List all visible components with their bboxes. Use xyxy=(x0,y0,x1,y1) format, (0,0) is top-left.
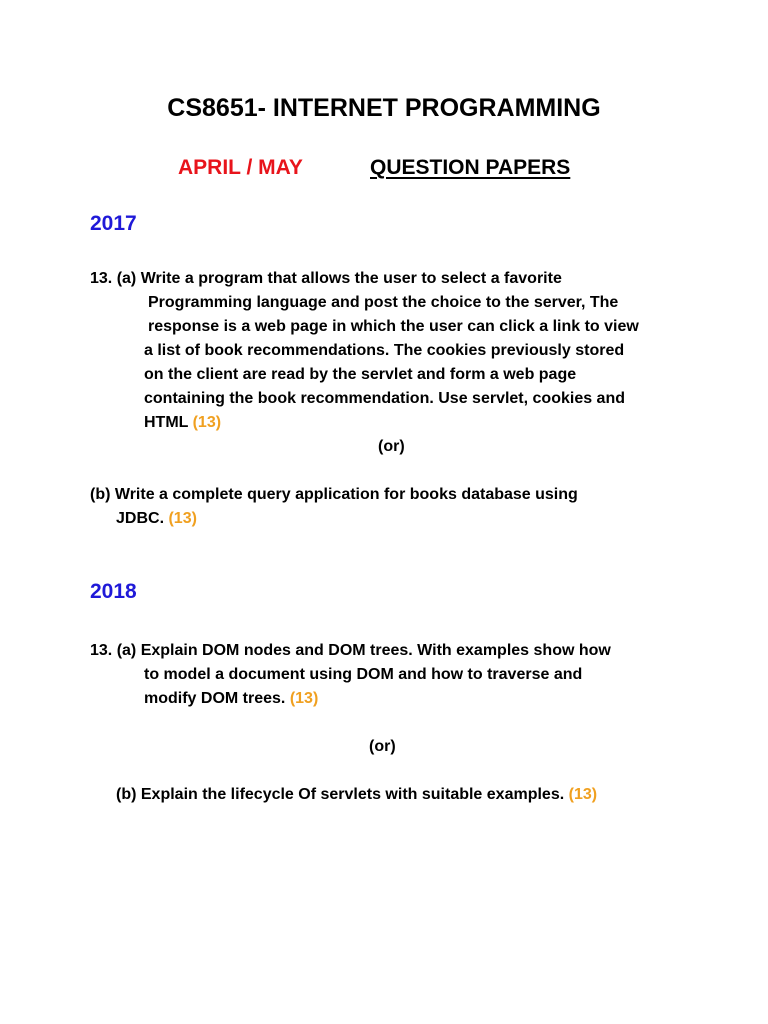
marks-label: (13) xyxy=(289,690,319,707)
question-text: modify DOM trees. xyxy=(144,690,286,707)
marks-label: (13) xyxy=(168,510,197,527)
question-line: on the client are read by the servlet and form a web page xyxy=(144,366,577,383)
exam-session: APRIL / MAY xyxy=(178,156,303,179)
question-text: HTML xyxy=(144,414,189,431)
page-title: CS8651- INTERNET PROGRAMMING xyxy=(167,94,601,122)
marks-label: (13) xyxy=(192,414,222,431)
or-separator: (or) xyxy=(378,438,405,455)
question-line: response is a web page in which the user can click a link to view xyxy=(148,318,639,335)
or-separator: (or) xyxy=(369,738,396,755)
question-line: Programming language and post the choice to the server, The xyxy=(148,294,619,311)
question-line: to model a document using DOM and how to traverse and xyxy=(144,666,583,683)
question-line: containing the book recommendation. Use servlet, cookies and xyxy=(144,390,625,407)
question-line-last xyxy=(116,509,197,529)
question-line-last xyxy=(116,785,597,805)
question-line: a list of book recommendations. The cookies previously stored xyxy=(144,342,625,359)
question-text: JDBC. xyxy=(116,510,165,527)
question-text: (b) Explain the lifecycle Of servlets with suitable examples. xyxy=(116,786,565,803)
question-line: (b) Write a complete query application for books database using xyxy=(90,486,578,503)
question-line: 13. (a) Write a program that allows the user to select a favorite xyxy=(90,270,562,287)
question-line: 13. (a) Explain DOM nodes and DOM trees. With examples show how xyxy=(90,642,611,659)
page-subtitle: QUESTION PAPERS xyxy=(370,156,571,179)
marks-label: (13) xyxy=(568,786,598,803)
year-heading-2018: 2018 xyxy=(90,580,137,603)
question-line-last xyxy=(144,413,221,433)
question-line-last xyxy=(144,689,318,709)
year-heading-2017: 2017 xyxy=(90,212,137,235)
